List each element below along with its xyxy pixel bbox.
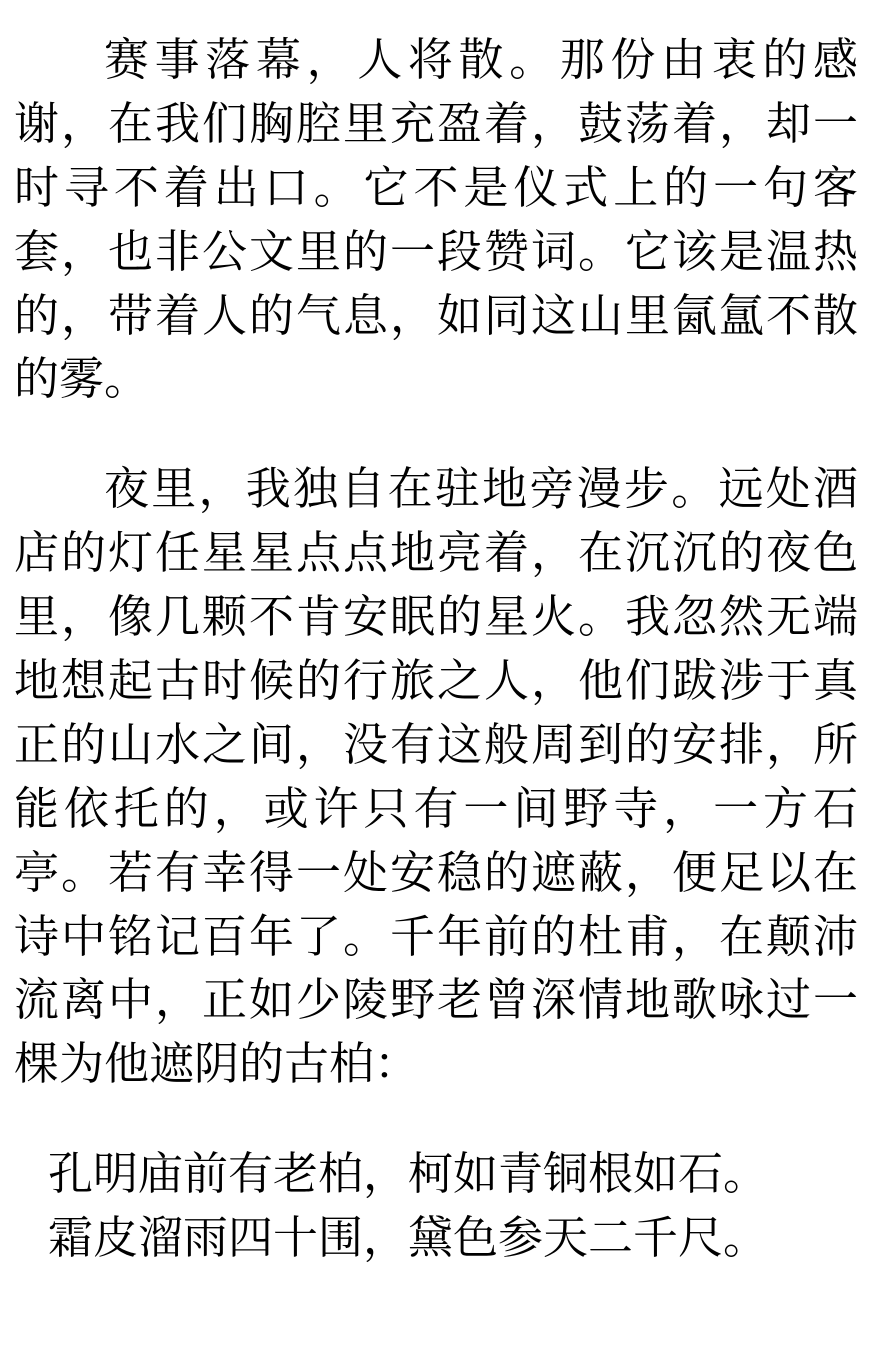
paragraph-1: 赛事落幕，人将散。那份由衷的感谢，在我们胸腔里充盈着，鼓荡着，却一时寻不着出口。它不是仪式上的一句客套，也非公文里的一段赞词。它该是温热的，带着人的气息，如同这山里氤氲不散的雾。 [14,33,858,406]
poem-block [14,1142,858,1270]
paragraph-2: 夜里，我独自在驻地旁漫步。远处酒店的灯任星星点点地亮着，在沉沉的夜色里，像几颗不肯安眠的星火。我忽然无端地想起古时候的行旅之人，他们跋涉于真正的山水之间，没有这般周到的安排，所能依托的，或许只有一间野寺，一方石亭。若有幸得一处安稳的遮蔽，便足以在诗中铭记百年了。千年前的杜甫，在颠沛流离中，正如少陵野老曾深情地歌咏过一棵为他遮阴的古柏： [14,462,858,1091]
poem-line-2: 霜皮溜雨四十围，黛色参天二千尺。 [48,1211,769,1265]
poem-line-1: 孔明庙前有老柏，柯如青铜根如石。 [48,1147,769,1201]
